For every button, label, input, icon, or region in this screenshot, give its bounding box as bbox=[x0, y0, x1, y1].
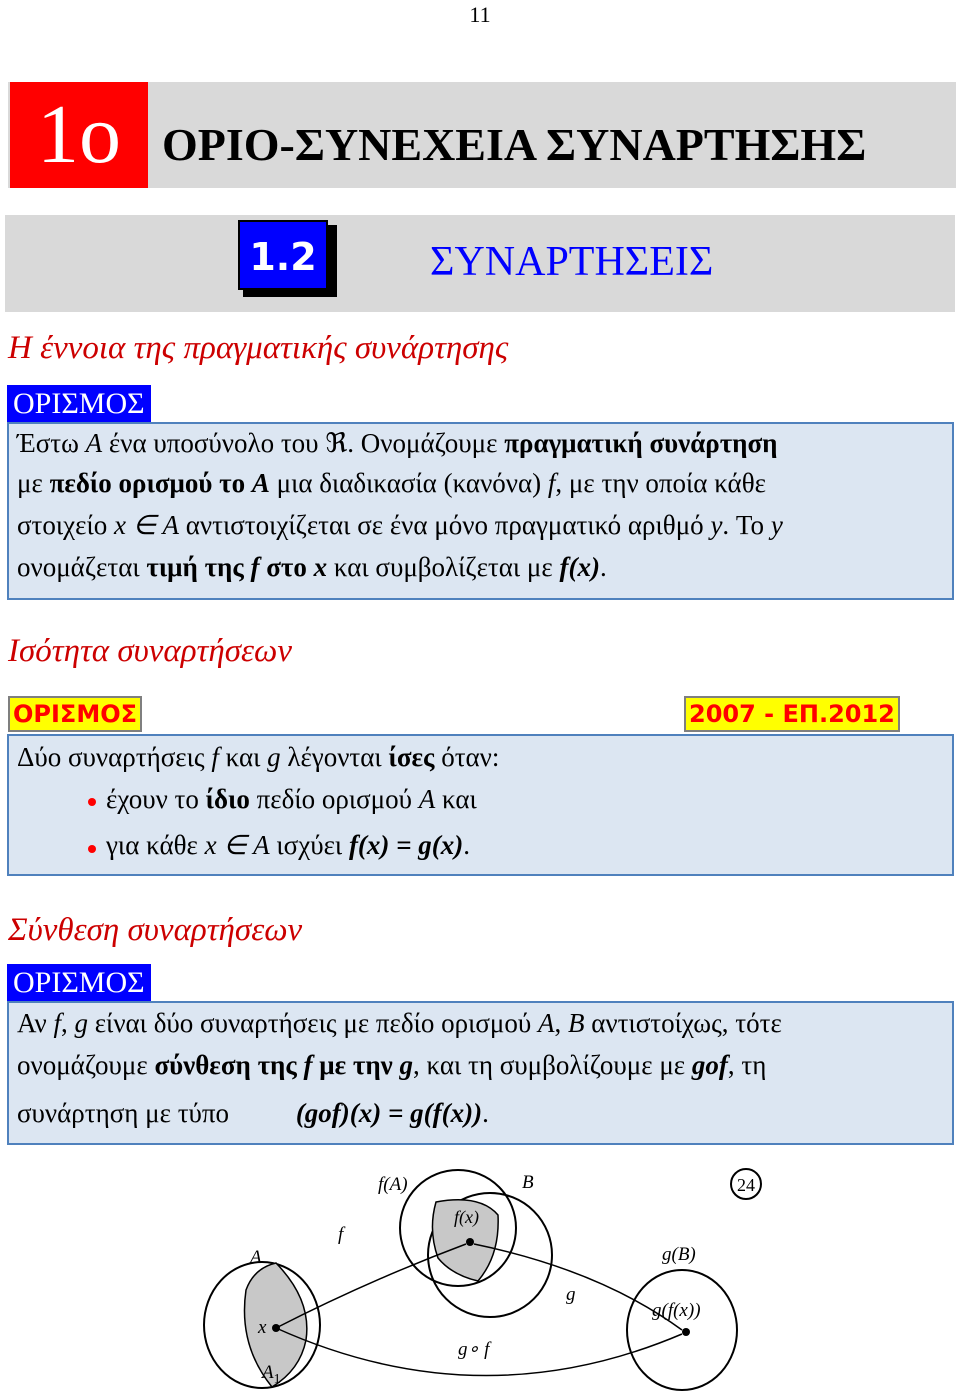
text: ονομάζουμε bbox=[17, 1050, 155, 1080]
text: , τη bbox=[727, 1050, 767, 1080]
symbol-y: y bbox=[770, 510, 783, 540]
text: πεδίο ορισμού bbox=[249, 784, 419, 814]
text: λέγονται bbox=[280, 742, 389, 772]
text: , bbox=[60, 1008, 75, 1038]
label-fx: f(x) bbox=[454, 1207, 479, 1227]
heading-real-function: Η έννοια της πραγματικής συνάρτησης bbox=[8, 330, 509, 366]
point-gfx bbox=[682, 1328, 690, 1336]
text: συνάρτηση με τύπο bbox=[17, 1098, 236, 1128]
set-a: A bbox=[418, 784, 436, 814]
def2-bullet-2 bbox=[106, 830, 470, 861]
label-x: x bbox=[258, 1317, 267, 1338]
text: στοιχείο bbox=[17, 510, 115, 540]
definition-label: ΟΡΙΣΜΟΣ bbox=[7, 964, 151, 1002]
def1-line-4 bbox=[17, 552, 607, 583]
text: όταν: bbox=[434, 742, 500, 772]
badge-number: 24 bbox=[737, 1175, 755, 1195]
set-a: A bbox=[251, 468, 270, 498]
formula-composition: (gof)(x) = g(f(x)) bbox=[295, 1098, 483, 1128]
text: αντιστοίχως, τότε bbox=[584, 1008, 782, 1038]
def3-line-3 bbox=[17, 1098, 489, 1129]
symbol-f: f bbox=[211, 742, 219, 772]
text: . bbox=[599, 552, 607, 582]
symbol-g: g bbox=[267, 742, 281, 772]
exam-years-label: 2007 - ΕΠ.2012 bbox=[684, 696, 900, 732]
arrow-g bbox=[474, 1244, 682, 1330]
set-a: A bbox=[85, 428, 103, 458]
text: . Ονομάζουμε bbox=[347, 428, 505, 458]
text: , και τη συμβολίζουμε με bbox=[412, 1050, 692, 1080]
text: Δύο συναρτήσεις bbox=[17, 742, 212, 772]
symbol-f: f bbox=[53, 1008, 61, 1038]
symbol-g: g bbox=[399, 1050, 413, 1080]
label-fa: f(A) bbox=[378, 1174, 408, 1195]
symbol-f: f bbox=[250, 552, 260, 582]
text: και bbox=[435, 784, 477, 814]
label-a1: $A_1$ bbox=[262, 1362, 281, 1387]
symbol-f: f bbox=[303, 1050, 313, 1080]
symbol-f: f bbox=[547, 468, 556, 498]
term-with: με την bbox=[312, 1050, 400, 1080]
def3-line-2 bbox=[17, 1050, 766, 1081]
chapter-title: ΟΡΙΟ-ΣΥΝΕΧΕΙΑ ΣΥΝΑΡΤΗΣΗΣ bbox=[162, 119, 867, 170]
symbol-x: x bbox=[313, 552, 328, 582]
def1-line-1 bbox=[17, 428, 778, 459]
page-number: 11 bbox=[469, 2, 491, 27]
term-value: τιμή της bbox=[146, 552, 251, 582]
text: Αν bbox=[17, 1008, 54, 1038]
text: . bbox=[482, 1098, 489, 1128]
term-domain: πεδίο ορισμού το bbox=[49, 468, 252, 498]
text: ισχύει bbox=[269, 830, 349, 860]
definition-label: ΟΡΙΣΜΟΣ bbox=[8, 696, 142, 732]
composition-diagram bbox=[0, 1150, 960, 1397]
def1-line-2 bbox=[17, 468, 766, 499]
label-g: g bbox=[566, 1284, 576, 1305]
text: ένα υποσύνολο του bbox=[102, 428, 326, 458]
bullet-icon bbox=[88, 798, 96, 806]
label-f: f bbox=[338, 1224, 344, 1245]
def2-bullet-1 bbox=[106, 784, 477, 815]
label-gfx: g(f(x)) bbox=[652, 1300, 701, 1321]
heading-composition: Σύνθεση συναρτήσεων bbox=[8, 912, 303, 948]
text: έχουν το bbox=[106, 784, 206, 814]
label-gb: g(B) bbox=[662, 1244, 696, 1265]
text: είναι δύο συναρτήσεις με πεδίο ορισμού bbox=[87, 1008, 539, 1038]
formula-fx: f(x) bbox=[559, 552, 600, 582]
text: , με την οποία κάθε bbox=[555, 468, 766, 498]
term-same: ίδιο bbox=[205, 784, 250, 814]
bullet-icon bbox=[88, 845, 96, 853]
term-equal: ίσες bbox=[388, 742, 435, 772]
text: . bbox=[463, 830, 471, 860]
heading-function-equality: Ισότητα συναρτήσεων bbox=[8, 633, 292, 669]
text: , bbox=[554, 1008, 569, 1038]
text: με bbox=[17, 468, 50, 498]
text: και συμβολίζεται με bbox=[327, 552, 560, 582]
symbol-gof: gof bbox=[691, 1050, 728, 1080]
def2-line-1 bbox=[17, 742, 499, 773]
definition-label: ΟΡΙΣΜΟΣ bbox=[7, 385, 151, 423]
text: αντιστοιχίζεται σε ένα μόνο πραγματικό αριθμό bbox=[179, 510, 711, 540]
symbol-g: g bbox=[74, 1008, 88, 1038]
real-numbers-symbol: ℜ bbox=[325, 428, 348, 458]
text: και bbox=[218, 742, 268, 772]
set-a: A bbox=[538, 1008, 555, 1038]
x-in-a: x ∈ A bbox=[204, 830, 270, 860]
term-at: στο bbox=[259, 552, 314, 582]
text: για κάθε bbox=[106, 830, 205, 860]
symbol-y: y bbox=[710, 510, 723, 540]
text: . Το bbox=[722, 510, 771, 540]
set-b: B bbox=[568, 1008, 585, 1038]
point-fx bbox=[466, 1238, 474, 1246]
term-real-function: πραγματική συνάρτηση bbox=[504, 428, 778, 458]
text: ονομάζεται bbox=[17, 552, 147, 582]
def1-line-3 bbox=[17, 510, 783, 541]
text: Έστω bbox=[17, 428, 86, 458]
def3-line-1 bbox=[17, 1008, 782, 1039]
chapter-number: 1ο bbox=[10, 82, 148, 188]
label-a: A bbox=[250, 1247, 262, 1268]
x-in-a: x ∈ A bbox=[114, 510, 180, 540]
term-composition: σύνθεση της bbox=[154, 1050, 304, 1080]
formula-fx-equals-gx: f(x) = g(x) bbox=[348, 830, 464, 860]
section-title: ΣΥΝΑΡΤΗΣΕΙΣ bbox=[430, 239, 714, 285]
label-gof: g∘ f bbox=[458, 1339, 490, 1360]
text: μια διαδικασία (κανόνα) bbox=[269, 468, 548, 498]
label-b: B bbox=[522, 1172, 534, 1193]
section-number: 1.2 bbox=[238, 220, 328, 290]
